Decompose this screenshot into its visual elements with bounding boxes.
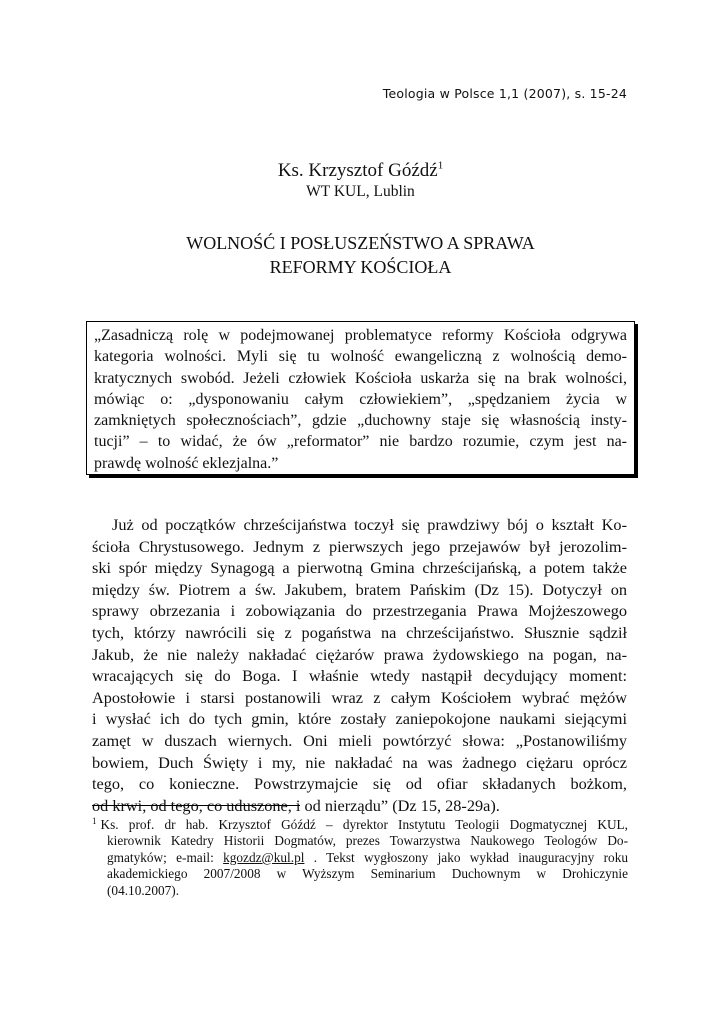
body-line: bowiem, Duch Święty i my, nie nakładać na was żadnego ciężaru oprócz <box>92 752 627 772</box>
article-title <box>0 231 721 279</box>
abstract-line: mówiąc o: „dysponowaniu całym człowiekiem”, „spędzaniem życia w <box>94 390 627 408</box>
body-line: między św. Piotrem a św. Jakubem, bratem Pańskim (Dz 15). Dotyczył on <box>92 579 627 599</box>
body-line: tych, którzy nawrócili się z pogaństwa na chrześcijaństwo. Słusznie sądził <box>92 622 627 642</box>
abstract-line: kategoria wolności. Myli się tu wolność ewangeliczną z wolnością demo- <box>94 348 627 366</box>
footnote-mark: 1 <box>437 159 444 172</box>
body-paragraph <box>92 514 627 816</box>
abstract-line: tucji” – to widać, że ów „reformator” nie bardzo rozumie, czym jest na- <box>94 433 627 451</box>
body-line: Apostołowie i starsi postanowili wraz z całym Kościołem wybrać mężów <box>92 687 627 707</box>
footnote-line: (04.10.2007). <box>107 882 180 898</box>
body-line: sprawy obrzezania i zobowiązania do przestrzegania Prawa Mojżeszowego <box>92 601 627 621</box>
footnote <box>92 817 628 899</box>
footnote-line: kierownik Katedry Historii Dogmatów, prezes Towarzystwa Naukowego Teologów Do- <box>107 833 628 849</box>
footnote-line <box>92 817 628 833</box>
body-line: tego, co konieczne. Powstrzymajcie się od ofiar składanych bożkom, <box>92 774 627 794</box>
footnote-divider <box>92 805 300 806</box>
abstract-line: „Zasadniczą rolę w podejmowanej problematyce reformy Kościoła odgrywa <box>94 327 627 344</box>
journal-citation: Teologia w Polsce 1,1 (2007), s. 15-24 <box>382 86 627 101</box>
author-name: Ks. Krzysztof Góźdź <box>277 160 438 181</box>
footnote-number: 1 <box>92 815 97 826</box>
footnote-text: . Tekst wygłoszony jako wykład inauguracyjny roku <box>304 849 629 865</box>
abstract-line: zamkniętych społecznościach”, gdzie „duchowny staje się własnością insty- <box>94 412 627 430</box>
footnote-continuation <box>92 833 628 899</box>
body-line: ski spór między Synagogą a pierwotną Gmina chrześcijańską, a potem także <box>92 558 627 578</box>
body-line: i wysłać ich do tych gmin, które zostały zaniepokojone naukami siejącymi <box>92 709 627 729</box>
footnote-line: akademickiego 2007/2008 w Wyższym Seminarium Duchownym w Drohiczynie <box>107 866 628 882</box>
body-line: Już od początków chrześcijaństwa toczył się prawdziwy bój o kształt Ko- <box>112 515 627 534</box>
title-line-1: WOLNOŚĆ I POSŁUSZEŃSTWO A SPRAWA <box>186 233 535 253</box>
abstract-box <box>86 321 635 475</box>
body-line: od krwi, od tego, co uduszone, i od nierządu” (Dz 15, 28-29a). <box>92 795 500 815</box>
email-link[interactable]: kgozdz@kul.pl <box>223 849 305 865</box>
footnote-text: gmatyków; e-mail: <box>107 849 224 865</box>
author-affiliation: WT KUL, Lublin <box>306 183 415 200</box>
abstract-line: prawdę wolność eklezjalna.” <box>94 454 279 472</box>
body-line: zamęt w duszach wiernych. Oni mieli powtórzyć słowa: „Postanowiliśmy <box>92 730 627 750</box>
footnote-line <box>107 850 628 866</box>
author-name-line <box>0 160 721 182</box>
body-line: wracających się do Boga. I właśnie wtedy nastąpił decydujący moment: <box>92 666 627 686</box>
abstract-line: kratycznych swobód. Jeżeli człowiek Kościoła uskarża się na brak wolności, <box>94 369 627 387</box>
footnote-text: Ks. prof. dr hab. Krzysztof Góźdź – dyrektor Instytutu Teologii Dogmatycznej KUL, <box>100 817 628 832</box>
body-line: ścioła Chrystusowego. Jednym z pierwszych jego przejawów był jerozolim- <box>92 536 627 556</box>
body-line: Jakub, że nie należy nakładać ciężarów prawa żydowskiego na pogan, na- <box>92 644 627 664</box>
author-block <box>0 160 721 202</box>
title-line-2: REFORMY KOŚCIOŁA <box>269 257 452 277</box>
